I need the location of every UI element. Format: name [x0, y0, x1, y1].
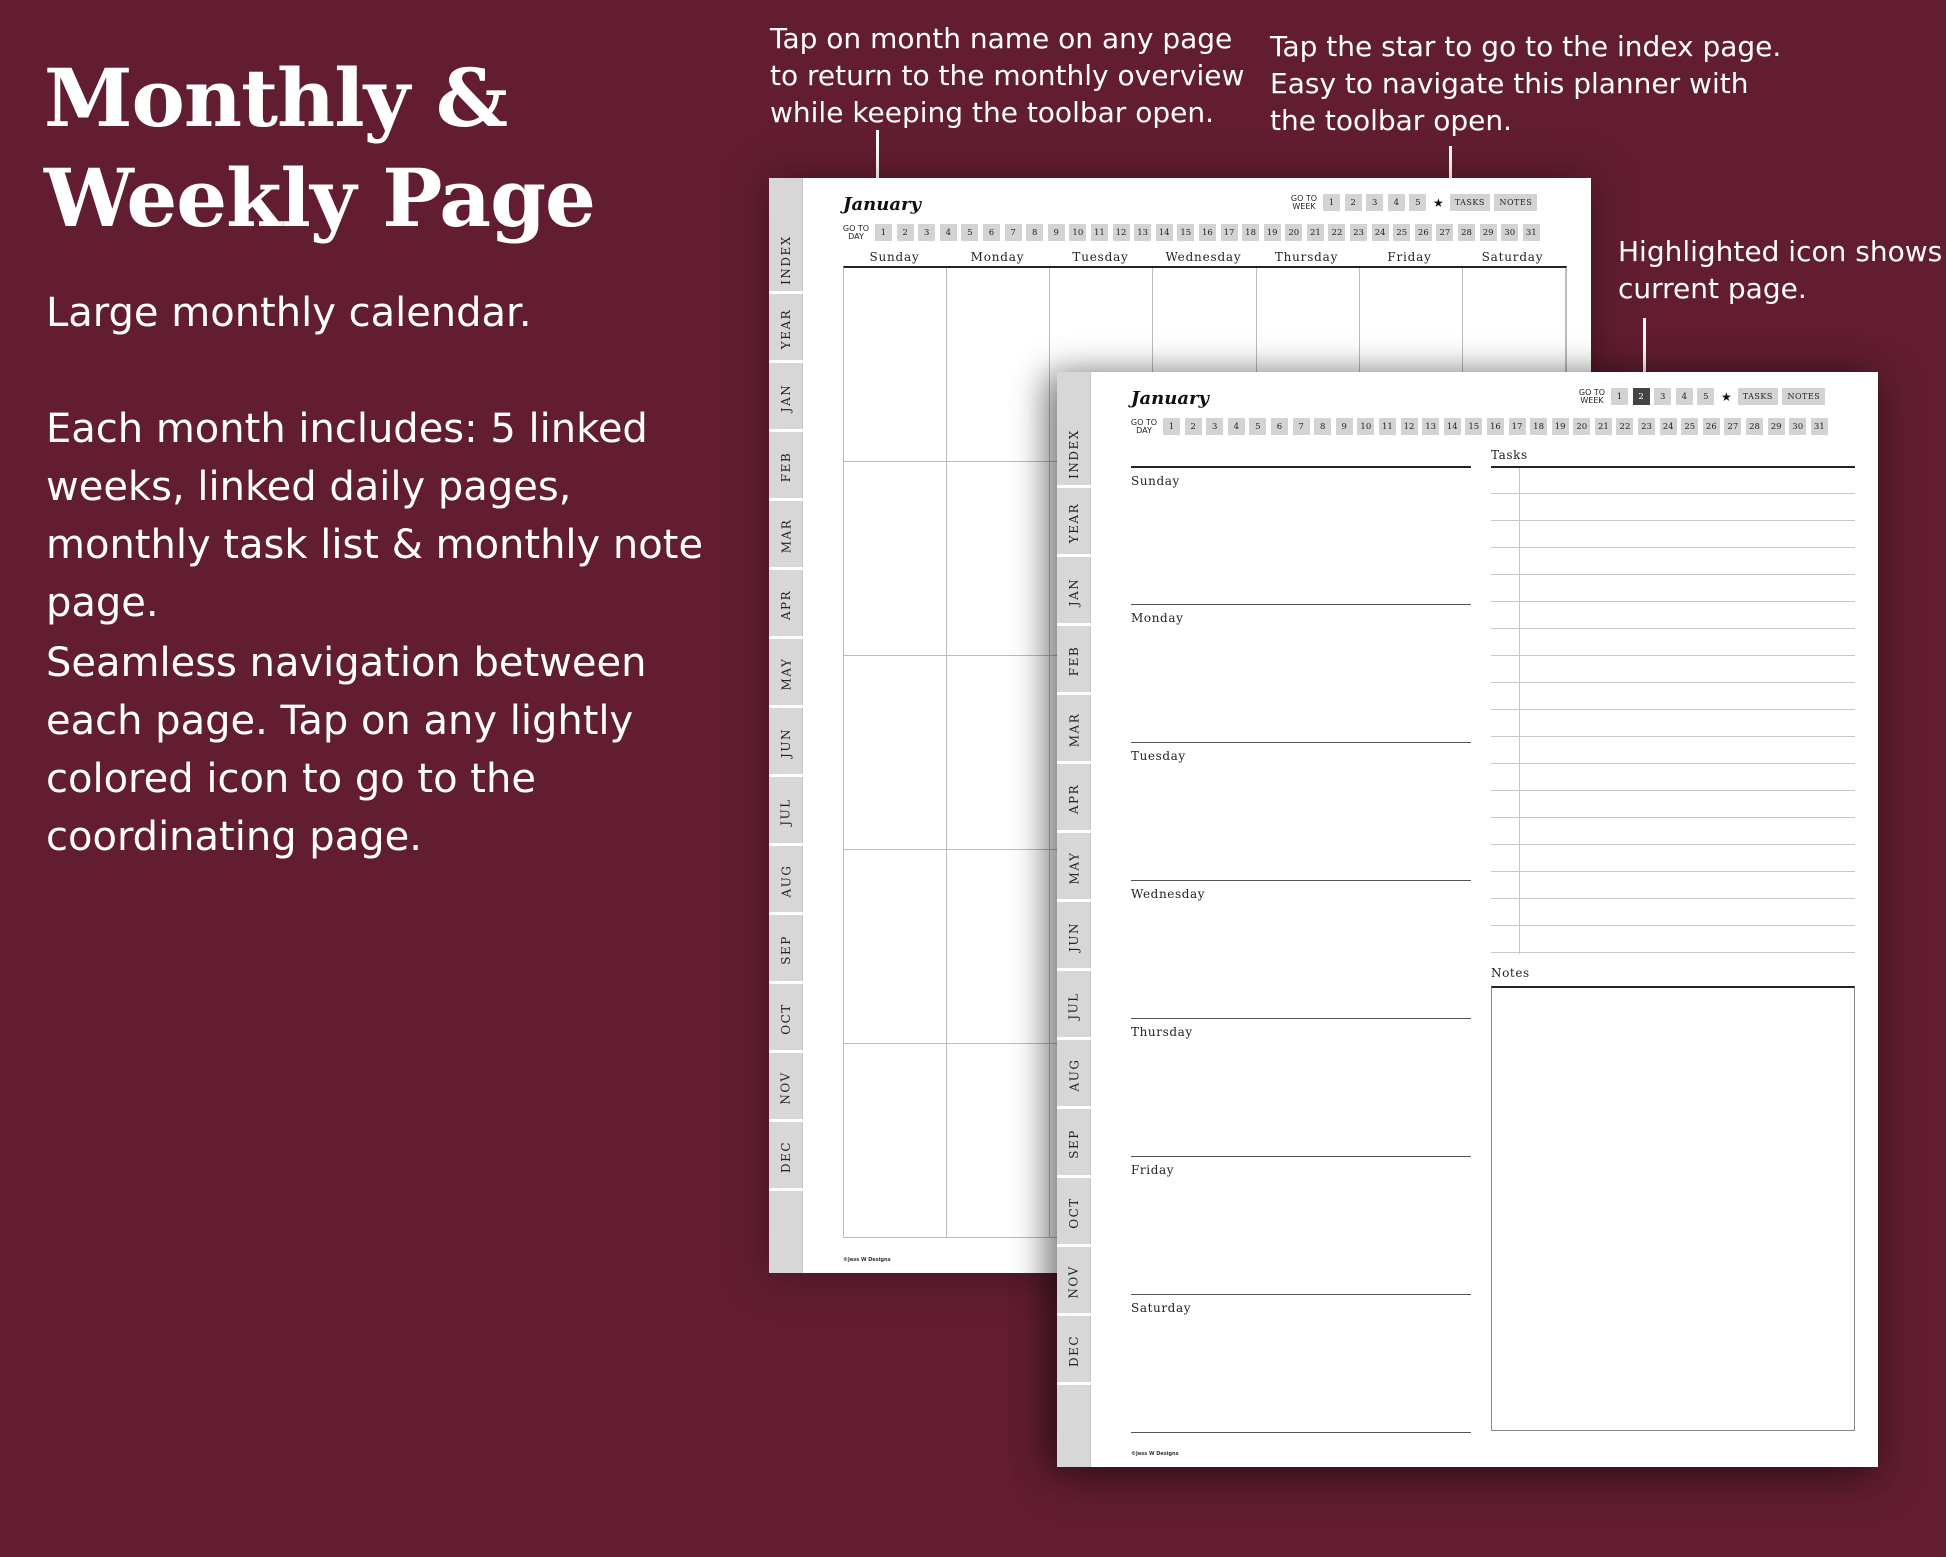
week-3-button[interactable]: 3: [1654, 388, 1671, 405]
side-tab-label: DEC: [779, 1140, 793, 1173]
weekly-page: [1057, 372, 1878, 1467]
day-4-button[interactable]: 4: [940, 224, 957, 241]
day-18-button[interactable]: 18: [1530, 418, 1547, 435]
side-tab-label: APR: [779, 589, 793, 620]
side-tab-label: MAR: [1067, 712, 1081, 747]
weekday-thursday: Thursday: [1274, 250, 1339, 264]
hero-title-line-2: Weekly Page: [44, 151, 595, 245]
day-26-button[interactable]: 26: [1415, 224, 1432, 241]
tasks-button[interactable]: TASKS: [1450, 194, 1490, 211]
side-tab-label: OCT: [779, 1002, 793, 1035]
side-tab-label: MAY: [778, 657, 793, 690]
side-tab-label: INDEX: [779, 234, 794, 285]
day-4-button[interactable]: 4: [1228, 418, 1245, 435]
day-16-button[interactable]: 16: [1487, 418, 1504, 435]
day-2-button[interactable]: 2: [1185, 418, 1202, 435]
side-tab-aug[interactable]: [769, 849, 803, 915]
day-block-thursday[interactable]: [1131, 1018, 1471, 1156]
calendar-cell[interactable]: [844, 268, 947, 462]
weekly-side-tabs: [1057, 372, 1091, 1467]
task-line[interactable]: [1491, 601, 1855, 602]
side-tab-label: NOV: [1066, 1264, 1081, 1299]
side-tab-label: FEB: [779, 451, 793, 482]
week-5-button[interactable]: 5: [1697, 388, 1714, 405]
day-31-button[interactable]: 31: [1523, 224, 1540, 241]
day-12-button[interactable]: 12: [1113, 224, 1130, 241]
day-3-button[interactable]: 3: [918, 224, 935, 241]
task-line[interactable]: [1491, 952, 1855, 953]
side-tab-jul[interactable]: [1057, 974, 1091, 1040]
calendar-cell[interactable]: [844, 656, 947, 850]
week-1-button[interactable]: 1: [1323, 194, 1340, 211]
notes-button[interactable]: NOTES: [1494, 194, 1537, 211]
side-tab-jan[interactable]: [1057, 560, 1091, 626]
side-tab-nov[interactable]: [1057, 1250, 1091, 1316]
day-block-sunday[interactable]: [1131, 466, 1471, 604]
week-1-button[interactable]: 1: [1611, 388, 1628, 405]
weekly-week-nav: [1577, 388, 1830, 405]
day-21-button[interactable]: 21: [1595, 418, 1612, 435]
day-10-button[interactable]: 10: [1069, 224, 1086, 241]
side-tab-label: DEC: [1067, 1334, 1081, 1367]
day-13-button[interactable]: 13: [1134, 224, 1151, 241]
day-2-button[interactable]: 2: [897, 224, 914, 241]
day-29-button[interactable]: 29: [1480, 224, 1497, 241]
task-line[interactable]: [1491, 682, 1855, 683]
day-23-button[interactable]: 23: [1350, 224, 1367, 241]
side-tab-oct[interactable]: [769, 987, 803, 1053]
go-to-week-label: GO TO WEEK: [1578, 387, 1606, 405]
day-14-button[interactable]: 14: [1156, 224, 1173, 241]
day-5-button[interactable]: 5: [1249, 418, 1266, 435]
day-22-button[interactable]: 22: [1616, 418, 1633, 435]
side-tab-dec[interactable]: [1057, 1319, 1091, 1385]
notes-label: Notes: [1491, 966, 1530, 980]
day-block-tuesday[interactable]: [1131, 742, 1471, 880]
day-label: Thursday: [1131, 1025, 1193, 1039]
day-block-wednesday[interactable]: [1131, 880, 1471, 1018]
weekday-monday: Monday: [970, 250, 1025, 264]
side-tab-label: SEP: [1067, 1128, 1081, 1159]
notes-button[interactable]: NOTES: [1782, 388, 1825, 405]
day-30-button[interactable]: 30: [1501, 224, 1518, 241]
day-block-monday[interactable]: [1131, 604, 1471, 742]
calendar-cell[interactable]: [947, 656, 1050, 850]
day-20-button[interactable]: 20: [1573, 418, 1590, 435]
side-tab-label: JAN: [1066, 577, 1081, 606]
task-line[interactable]: [1491, 736, 1855, 737]
task-line[interactable]: [1491, 493, 1855, 494]
day-14-button[interactable]: 14: [1444, 418, 1461, 435]
day-6-button[interactable]: 6: [983, 224, 1000, 241]
side-tab-label: FEB: [1067, 645, 1081, 676]
days-bottom-rule: [1131, 1432, 1471, 1433]
day-30-button[interactable]: 30: [1789, 418, 1806, 435]
task-line[interactable]: [1491, 871, 1855, 872]
side-tab-label: YEAR: [1067, 502, 1082, 543]
day-label: Friday: [1131, 1163, 1175, 1177]
day-23-button[interactable]: 23: [1638, 418, 1655, 435]
side-tab-label: OCT: [1067, 1196, 1081, 1229]
day-block-friday[interactable]: [1131, 1156, 1471, 1294]
task-line[interactable]: [1491, 790, 1855, 791]
day-11-button[interactable]: 11: [1091, 224, 1108, 241]
go-to-week-label: GO TO WEEK: [1290, 193, 1318, 211]
side-tab-may[interactable]: [1057, 836, 1091, 902]
side-tab-index[interactable]: [1057, 422, 1091, 488]
day-21-button[interactable]: 21: [1307, 224, 1324, 241]
monthly-side-tabs: [769, 178, 803, 1273]
day-31-button[interactable]: 31: [1811, 418, 1828, 435]
side-tab-label: JUN: [779, 727, 793, 758]
hero-paragraph-includes: Each month includes: 5 linked weeks, linked daily pages, monthly task list & monthly note page.: [46, 406, 704, 626]
side-tab-label: JUN: [1067, 921, 1081, 952]
day-28-button[interactable]: 28: [1746, 418, 1763, 435]
day-label: Wednesday: [1131, 887, 1206, 901]
side-tab-label: AUG: [1067, 1058, 1081, 1091]
side-tab-index[interactable]: [769, 228, 803, 294]
week-4-button[interactable]: 4: [1388, 194, 1405, 211]
side-tab-apr[interactable]: [769, 573, 803, 639]
calendar-cell[interactable]: [947, 462, 1050, 656]
weekday-tuesday: Tuesday: [1072, 250, 1129, 264]
day-15-button[interactable]: 15: [1177, 224, 1194, 241]
go-to-day-label: GO TO DAY: [842, 223, 870, 241]
day-9-button[interactable]: 9: [1048, 224, 1065, 241]
day-24-button[interactable]: 24: [1660, 418, 1677, 435]
index-star-icon[interactable]: ★: [1720, 389, 1732, 404]
day-11-button[interactable]: 11: [1379, 418, 1396, 435]
tasks-checkbox-column: [1519, 468, 1520, 954]
day-7-button[interactable]: 7: [1293, 418, 1310, 435]
day-7-button[interactable]: 7: [1005, 224, 1022, 241]
side-tab-may[interactable]: [769, 642, 803, 708]
day-1-button[interactable]: 1: [875, 224, 892, 241]
day-22-button[interactable]: 22: [1328, 224, 1345, 241]
day-19-button[interactable]: 19: [1264, 224, 1281, 241]
day-27-button[interactable]: 27: [1724, 418, 1741, 435]
side-tab-oct[interactable]: [1057, 1181, 1091, 1247]
day-18-button[interactable]: 18: [1242, 224, 1259, 241]
side-tab-jun[interactable]: [769, 711, 803, 777]
day-16-button[interactable]: 16: [1199, 224, 1216, 241]
day-3-button[interactable]: 3: [1206, 418, 1223, 435]
weekly-month-name-link[interactable]: January: [1131, 388, 1209, 409]
side-tab-label: NOV: [778, 1070, 793, 1105]
hero-paragraph-calendar: Large monthly calendar.: [46, 290, 532, 336]
day-26-button[interactable]: 26: [1703, 418, 1720, 435]
week-2-button[interactable]: 2: [1633, 388, 1650, 405]
week-3-button[interactable]: 3: [1366, 194, 1383, 211]
calendar-cell[interactable]: [844, 462, 947, 656]
day-28-button[interactable]: 28: [1458, 224, 1475, 241]
day-6-button[interactable]: 6: [1271, 418, 1288, 435]
callout-month-name: Tap on month name on any page to return to the monthly overview while keeping the toolbar open.: [770, 22, 1245, 129]
weekly-day-nav: [1129, 418, 1832, 435]
side-tab-year[interactable]: [769, 297, 803, 363]
day-8-button[interactable]: 8: [1314, 418, 1331, 435]
monthly-month-name-link[interactable]: January: [843, 194, 921, 215]
task-line[interactable]: [1491, 574, 1855, 575]
notes-box[interactable]: [1491, 986, 1855, 1431]
hero-title-line-1: Monthly &: [44, 51, 508, 145]
day-label: Monday: [1131, 611, 1184, 625]
day-24-button[interactable]: 24: [1372, 224, 1389, 241]
monthly-week-nav: [1289, 194, 1542, 211]
day-8-button[interactable]: 8: [1026, 224, 1043, 241]
go-to-day-label: GO TO DAY: [1130, 417, 1158, 435]
task-line[interactable]: [1491, 520, 1855, 521]
side-tab-label: JAN: [778, 383, 793, 412]
side-tab-label: JUL: [779, 797, 793, 826]
calendar-cell[interactable]: [844, 1044, 947, 1238]
task-line[interactable]: [1491, 655, 1855, 656]
weekday-friday: Friday: [1387, 250, 1432, 264]
day-5-button[interactable]: 5: [961, 224, 978, 241]
weekday-saturday: Saturday: [1481, 250, 1544, 264]
day-17-button[interactable]: 17: [1509, 418, 1526, 435]
monthly-footer: ©Jess W Designs: [843, 1257, 891, 1263]
calendar-cell[interactable]: [844, 850, 947, 1044]
task-line[interactable]: [1491, 817, 1855, 818]
day-25-button[interactable]: 25: [1681, 418, 1698, 435]
day-9-button[interactable]: 9: [1336, 418, 1353, 435]
side-tab-aug[interactable]: [1057, 1043, 1091, 1109]
weekday-header: [843, 250, 1564, 264]
side-tab-label: SEP: [779, 934, 793, 965]
day-20-button[interactable]: 20: [1285, 224, 1302, 241]
side-tab-feb[interactable]: [1057, 629, 1091, 695]
side-tab-apr[interactable]: [1057, 767, 1091, 833]
side-tab-label: AUG: [779, 864, 793, 897]
tasks-button[interactable]: TASKS: [1738, 388, 1778, 405]
tasks-top-rule: [1491, 466, 1855, 468]
side-tab-label: APR: [1067, 783, 1081, 814]
day-1-button[interactable]: 1: [1163, 418, 1180, 435]
week-4-button[interactable]: 4: [1676, 388, 1693, 405]
task-line[interactable]: [1491, 547, 1855, 548]
day-15-button[interactable]: 15: [1465, 418, 1482, 435]
day-29-button[interactable]: 29: [1768, 418, 1785, 435]
task-line[interactable]: [1491, 844, 1855, 845]
day-label: Tuesday: [1131, 749, 1186, 763]
weekly-footer: ©Jess W Designs: [1131, 1451, 1179, 1457]
task-line[interactable]: [1491, 709, 1855, 710]
side-tab-mar[interactable]: [1057, 698, 1091, 764]
callout-star: Tap the star to go to the index page. Easy to navigate this planner with the toolbar open.: [1270, 30, 1782, 137]
calendar-cell[interactable]: [947, 1044, 1050, 1238]
day-block-saturday[interactable]: [1131, 1294, 1471, 1432]
task-line[interactable]: [1491, 763, 1855, 764]
day-12-button[interactable]: 12: [1401, 418, 1418, 435]
side-tab-jul[interactable]: [769, 780, 803, 846]
callout-highlight: Highlighted icon shows current page.: [1618, 235, 1943, 305]
week-2-button[interactable]: 2: [1345, 194, 1362, 211]
week-5-button[interactable]: 5: [1409, 194, 1426, 211]
day-13-button[interactable]: 13: [1422, 418, 1439, 435]
day-19-button[interactable]: 19: [1552, 418, 1569, 435]
day-17-button[interactable]: 17: [1221, 224, 1238, 241]
side-tab-label: JUL: [1067, 991, 1081, 1020]
day-25-button[interactable]: 25: [1393, 224, 1410, 241]
side-tab-label: INDEX: [1067, 428, 1082, 479]
weekday-wednesday: Wednesday: [1165, 250, 1242, 264]
monthly-day-nav: [841, 224, 1544, 241]
side-tab-jun[interactable]: [1057, 905, 1091, 971]
side-tab-label: MAR: [779, 518, 793, 553]
side-tab-dec[interactable]: [769, 1125, 803, 1191]
task-line[interactable]: [1491, 898, 1855, 899]
side-tab-mar[interactable]: [769, 504, 803, 570]
side-tab-feb[interactable]: [769, 435, 803, 501]
side-tab-sep[interactable]: [1057, 1112, 1091, 1178]
calendar-cell[interactable]: [947, 268, 1050, 462]
side-tab-year[interactable]: [1057, 491, 1091, 557]
day-label: Saturday: [1131, 1301, 1192, 1315]
side-tab-jan[interactable]: [769, 366, 803, 432]
side-tab-sep[interactable]: [769, 918, 803, 984]
tasks-label: Tasks: [1491, 448, 1528, 462]
side-tab-nov[interactable]: [769, 1056, 803, 1122]
day-label: Sunday: [1131, 474, 1180, 488]
side-tab-label: MAY: [1066, 851, 1081, 884]
day-10-button[interactable]: 10: [1357, 418, 1374, 435]
weekday-sunday: Sunday: [869, 250, 920, 264]
hero-title: [44, 48, 595, 248]
day-27-button[interactable]: 27: [1436, 224, 1453, 241]
index-star-icon[interactable]: ★: [1432, 195, 1444, 210]
task-line[interactable]: [1491, 925, 1855, 926]
task-line[interactable]: [1491, 628, 1855, 629]
calendar-cell[interactable]: [947, 850, 1050, 1044]
side-tab-label: YEAR: [779, 308, 794, 349]
hero-paragraph-navigation: Seamless navigation between each page. Tap on any lightly colored icon to go to the coordinating page.: [46, 640, 647, 860]
